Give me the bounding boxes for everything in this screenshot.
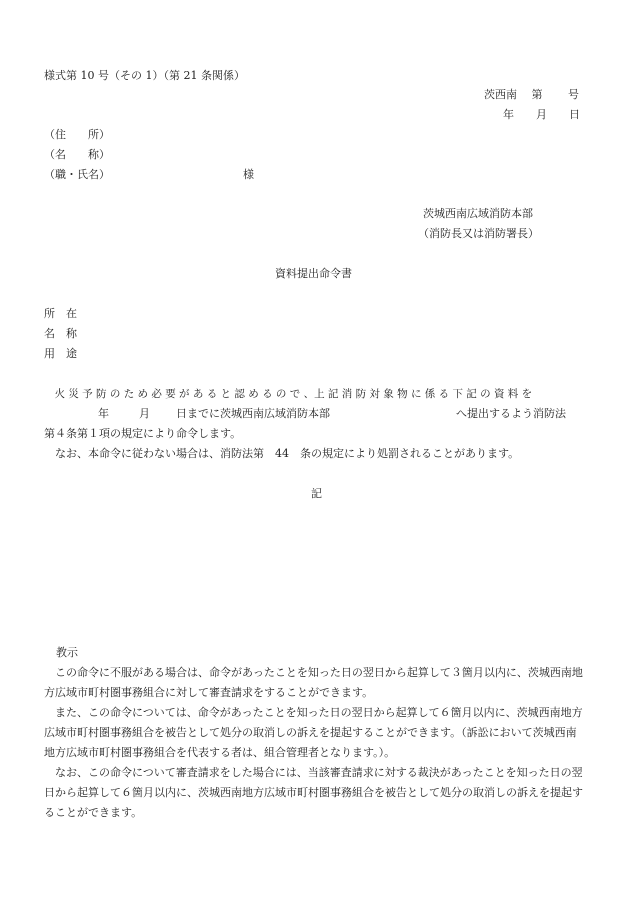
deadline-year: 年: [98, 407, 109, 420]
notice-paragraph-2: また、この命令については、命令があったことを知った日の翌日から起算して６箇月以内に、茨城西南地方広域市町村圏事務組合を被告として処分の取消しの訴えを提起することができます。（訴訟において茨城西南地方広域市町村圏事務組合を代表する者は、組合管理者となります。）。: [44, 706, 583, 759]
property-use-label: 用 途: [44, 347, 77, 360]
notice-paragraph-1: この命令に不服がある場合は、命令があったことを知った日の翌日から起算して３箇月以内に、茨城西南地方広域市町村圏事務組合に対して審査請求をすることができます。: [44, 666, 583, 699]
issuer-org: 茨城西南広域消防本部: [423, 207, 533, 220]
recipient-address-label: （住 所）: [44, 128, 110, 141]
recipient-honorific: 様: [243, 168, 254, 181]
deadline-day-text: 日までに茨城西南広域消防本部: [176, 407, 330, 420]
body-line-4: なお、本命令に従わない場合は、消防法第 44 条の規定により処罰されることがあります。: [44, 447, 520, 460]
body-line-1: 火 災 予 防 の た め 必 要 が あ る と 認 め る の で 、上 記 消 防 対 象 物 に 係 る 下 記 の 資 料 を: [44, 388, 533, 400]
notice-heading: 教示: [56, 646, 78, 659]
recipient-title-name-label: （職・氏名）: [44, 168, 110, 181]
recipient-name-label: （名 称）: [44, 148, 110, 161]
reference-number: 茨西南 第 号: [484, 88, 579, 101]
ki-heading: 記: [311, 487, 322, 500]
body-line-3: 第４条第１項の規定により命令します。: [44, 427, 242, 440]
document-title: 資料提出命令書: [275, 267, 352, 280]
issue-date: 年 月 日: [503, 108, 580, 121]
property-name-label: 名 称: [44, 327, 77, 340]
notice-paragraph-3: なお、この命令について審査請求をした場合には、当該審査請求に対する裁決があったことを知った日の翌日から起算して６箇月以内に、茨城西南地方広域市町村圏事務組合を被告として処分の取消しの訴えを提起することができます。: [44, 766, 583, 819]
issuer-title: （消防長又は消防署長）: [418, 227, 539, 240]
property-location-label: 所 在: [44, 307, 77, 320]
deadline-month: 月: [139, 407, 150, 420]
form-number: 様式第 10 号（その 1）（第 21 条関係）: [44, 69, 245, 82]
body-line-2-tail: へ提出するよう消防法: [456, 407, 566, 420]
